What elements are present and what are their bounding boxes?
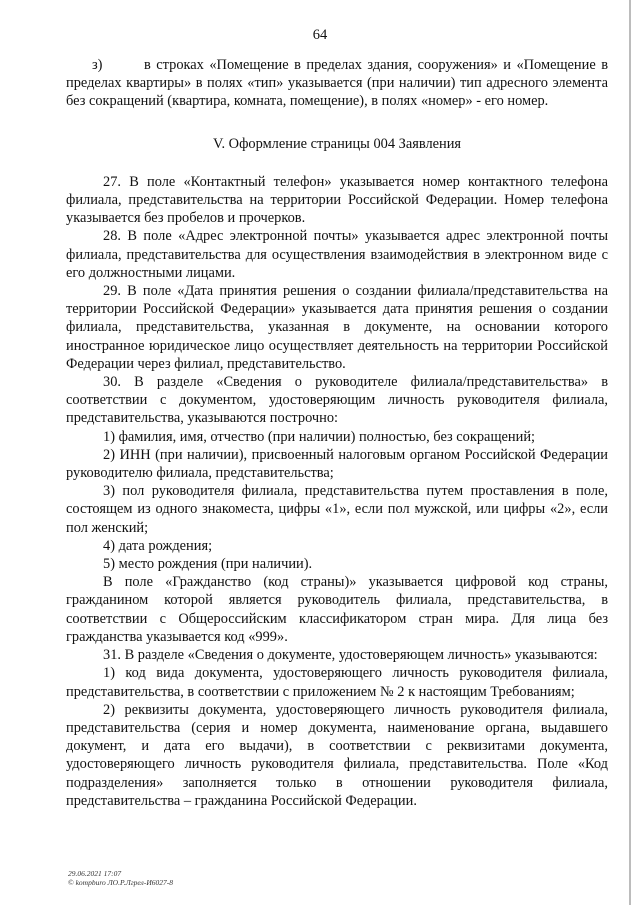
footer-stamp [68, 869, 173, 887]
paragraph-31: 31. В разделе «Сведения о документе, удостоверяющем личность» указываются: [103, 647, 598, 664]
list-item-text: в строках «Помещение в пределах здания, сооружения» и «Помещение в пределах квартиры» в полях «тип» указывается (при наличии) тип адресного элемента без сокращений (квартира, комната, помещение), в полях «номер» - его номер. [66, 57, 608, 110]
paragraph-27: 27. В поле «Контактный телефон» указывается номер контактного телефона филиала, представительства на территории Российской Федерации. Номер телефона указывается без пробелов и прочерков. [66, 173, 608, 227]
paragraph-30-item-3: 3) пол руководителя филиала, представительства путем проставления в поле, состоящем из одного знакоместа, цифры «1», если пол мужской, или цифры «2», если пол женский; [66, 483, 608, 536]
footer-id: © kompburo ЛО.Р.Лгрел-И6027-8 [68, 878, 173, 887]
paragraph-citizenship: В поле «Гражданство (код страны)» указывается цифровой код страны, гражданином которой является руководитель филиала, представительства, в соответствии с Общероссийским классификатором стран мира. Для лица без гражданства указывается код «999». [66, 574, 608, 645]
document-body [66, 56, 608, 810]
paragraph-28: 28. В поле «Адрес электронной почты» указывается адрес электронной почты филиала, представительства для осуществления взаимодействия в электронном виде с его должностными лицами. [66, 228, 608, 281]
paragraph-31-item-1: 1) код вида документа, удостоверяющего личность руководителя филиала, представительства, в соответствии с приложением № 2 к настоящим Требованиям; [66, 665, 608, 700]
paragraph-31-item-2: 2) реквизиты документа, удостоверяющего личность руководителя филиала, представительства (серия и номер документа, наименование органа, выдавшего документ, и дата его выдачи), в соответствии с реквизитами документа, удостоверяющего личность руководителя филиала, представительства. Поле «Код подразделения» заполняется только в отношении руководителя филиала, представительства – гражданина Российской Федерации. [66, 701, 608, 809]
paragraph-30-item-2: 2) ИНН (при наличии), присвоенный налоговым органом Российской Федерации руководителю филиала, представительства; [66, 446, 608, 482]
list-item-label: з) [92, 57, 103, 73]
list-item-z [66, 56, 608, 111]
page-edge [629, 0, 631, 905]
section-heading: V. Оформление страницы 004 Заявления [212, 135, 462, 152]
paragraph-29: 29. В поле «Дата принятия решения о создании филиала/представительства на территории Российской Федерации» указывается дата принятия решения о создании филиала, представительства, указанная в документе, на основании которого иностранное юридическое лицо осуществляет деятельность на территории Российской Федерации через филиал, представительство. [66, 283, 608, 372]
footer-date: 29.06.2021 17:07 [68, 869, 122, 878]
paragraph-30-item-5: 5) место рождения (при наличии). [103, 556, 313, 573]
paragraph-30-item-1: 1) фамилия, имя, отчество (при наличии) полностью, без сокращений; [103, 428, 536, 445]
paragraph-30-item-4: 4) дата рождения; [103, 537, 213, 554]
page-number: 64 [312, 27, 328, 43]
paragraph-30: 30. В разделе «Сведения о руководителе филиала/представительства» в соответствии с документом, удостоверяющим личность руководителя филиала, представительства, указываются построчно: [66, 374, 608, 427]
